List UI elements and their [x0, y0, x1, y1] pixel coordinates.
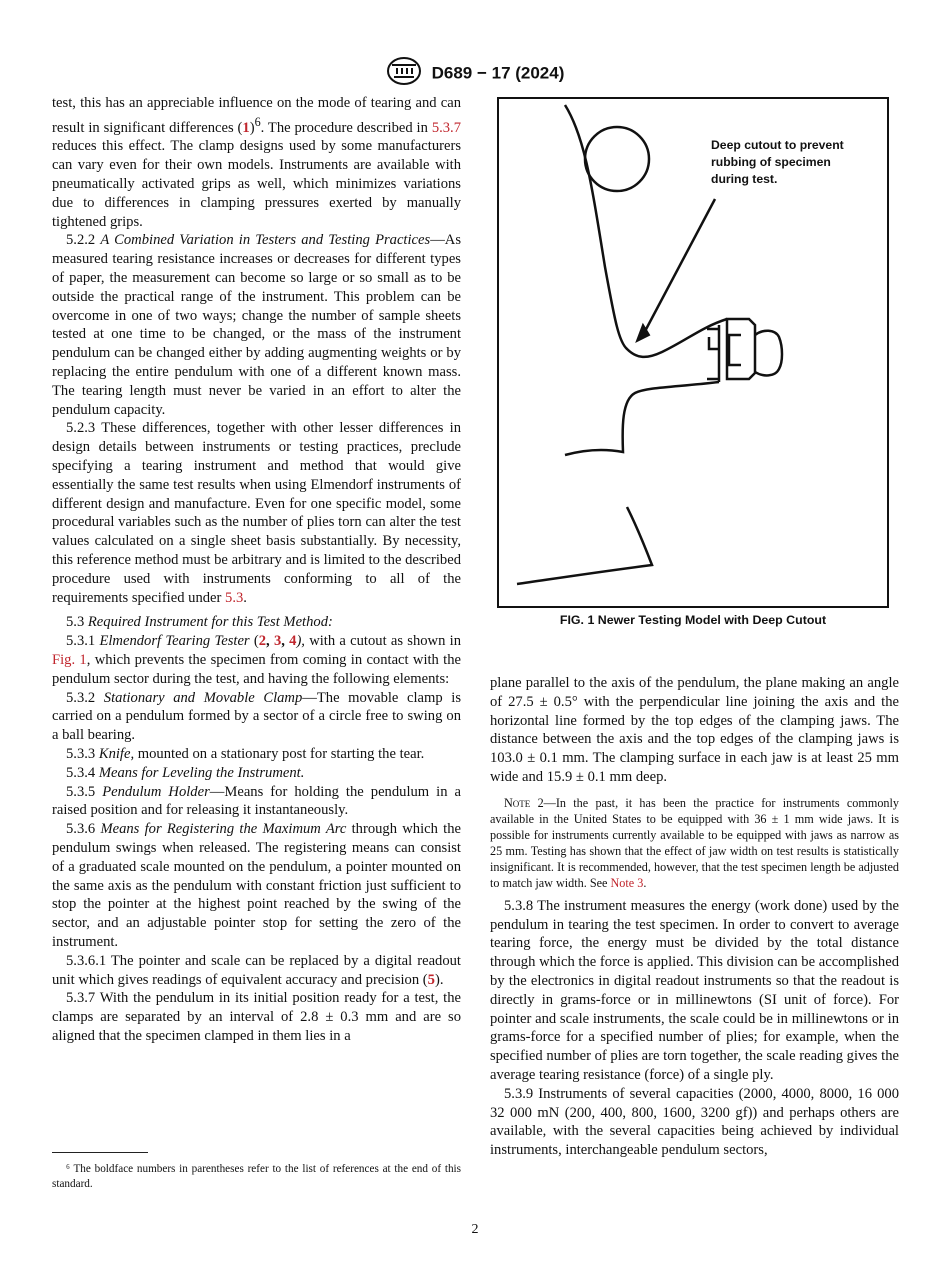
paragraph-5-3-9: 5.3.9 Instruments of several capacities (2000, 4000, 8000, 16 000 32 000 mN (200, 400, 800, 1600, 3200 gf)) and perhaps others are available, with the several capacities being achieved by individual instruments, interchangeable pendulum sectors, — [490, 1085, 899, 1159]
figure-1-pendulum-drawing — [497, 97, 889, 608]
paragraph-5-3-2: 5.3.2 Stationary and Movable Clamp—The movable clamp is carried on a pendulum formed by a sector of a circle free to swing on a ball bearing. — [52, 689, 462, 744]
paragraph-5-3-3: 5.3.3 Knife, mounted on a stationary post for starting the tear. — [66, 745, 425, 762]
section-link-5-3-7[interactable]: 5.3.7 — [431, 119, 461, 136]
footnote-marker-6: 6 — [254, 114, 261, 129]
reference-link-2[interactable]: 2 — [258, 633, 267, 650]
reference-link-4[interactable]: 4 — [289, 633, 297, 650]
paragraph-5-3-1: 5.3.1 Elmendorf Tearing Tester (2, 3, 4), with a cutout as shown in Fig. 1, which prevents the specimen from coming in contact with the pendulum sector during the test, and having the following elements: — [52, 633, 462, 687]
paragraph-5-3-6: 5.3.6 Means for Registering the Maximum Arc through which the pendulum swings when released. The registering means can consist of a graduated scale mounted on the pendulum, a pointer mounted on the same axis as the pendulum with constant friction just sufficient to stop the pointer at the highest point reached by the swing of the sector, and an adjustable pointer stop for setting the zero of the instrument. — [52, 821, 461, 950]
reference-link-3[interactable]: 3 — [273, 633, 282, 650]
figure-caption: FIG. 1 Newer Testing Model with Deep Cutout — [559, 613, 827, 627]
figure-link-1[interactable]: Fig. 1 — [52, 651, 87, 668]
note-2: Note 2—In the past, it has been the practice for instruments commonly available in the United States to be equipped with 36 ± 1 mm wide jaws. It is possible for instruments currently available to be equipped with jaws as narrow as 25 mm. Testing has shown that the effect of jaw width on test results is statistically insignificant. It is recommended, however, that the test specimen length be adjusted to match jaw width. See Note 3. — [490, 795, 899, 890]
paragraph-5-3-7: 5.3.7 With the pendulum in its initial position ready for a test, the clamps are separated by an interval of 2.8 ± 0.3 mm and are so aligned that the specimen clamped in them lies in a — [52, 990, 461, 1044]
section-link-5-3[interactable]: 5.3 — [225, 589, 244, 606]
footnote-divider — [52, 1152, 148, 1153]
document-designation: D689 − 17 (2024) — [431, 63, 565, 83]
paragraph-5-3-8: 5.3.8 The instrument measures the energy (work done) used by the pendulum in tearing the test specimen. In order to convert to average tearing force, the energy must be divided by the total distance through which the force is applied. This division can be accomplished by the electronics in digital readout instruments so that the readout is directly in grams-force or in millinewtons (SI unit of force). For pointer and scale instruments, the scale could be in millinewtons or in grams-force for a specified number of plies; for example, when the specified number of plies are torn together, the scale reading gives the average tearing resistance (force) of a single ply. — [490, 897, 899, 1083]
paragraph-clamp-geometry: plane parallel to the axis of the pendulum, the plane making an angle of 27.5 ± 0.5° with the perpendicular line joining the axis and the horizontal line formed by the top edges of the clamping jaws. The distance between the axis and the top edges of the clamping jaws is 103.0 ± 0.1 mm. The clamping surface in each jaw is at least 25 mm wide and 15.9 ± 0.1 mm deep. — [490, 675, 899, 785]
paragraph-5-3-5: 5.3.5 Pendulum Holder—Means for holding the pendulum in a raised position and for releasing it instantaneously. — [52, 783, 462, 819]
page-header — [0, 56, 950, 91]
paragraph-5-3-6-1: 5.3.6.1 The pointer and scale can be replaced by a digital readout unit which gives readings of equivalent accuracy and precision (5). — [52, 952, 461, 988]
astm-logo-icon — [386, 56, 422, 91]
right-column — [490, 674, 899, 1160]
paragraph-5-3-4: 5.3.4 Means for Leveling the Instrument. — [66, 764, 305, 781]
paragraph-clamp-designs: test, this has an appreciable influence on the mode of tearing and can result in significant differences $(1)^6$. The procedure described in 5.3.7 reduces this effect. The clamp designs used by some manufacturers can vary even for their own models. Instruments are available with pneumatically activated grips as well, which minimizes variations due to differences in clamping pressures exerted by manually tightened grips. — [52, 95, 461, 230]
paragraph-5-2-2: 5.2.2 A Combined Variation in Testers and Testing Practices—As measured tearing resistance increases or decreases for different types of paper, the measurement can become so large or so small as to be outside the practical range of the instrument. This problem can be overcome in one of two ways; change the number of sample sheets tested at one time to be changed, or the mass of the instrument pendulum can be changed either by adding augmenting weights or by replacing the entire pendulum with one of a different known mass. The tearing length must never be varied in an effort to alter the pendulum capacity. — [52, 232, 461, 418]
reference-link-5[interactable]: 5 — [427, 971, 435, 988]
page-number: 2 — [471, 1222, 479, 1237]
footnote: ⁶ The boldface numbers in parentheses refer to the list of references at the end of this standard. — [52, 1163, 461, 1190]
note-link-3[interactable]: Note 3 — [610, 875, 644, 890]
figure-callout: Deep cutout to prevent rubbing of specimen during test. — [711, 138, 844, 186]
left-column — [52, 94, 461, 1046]
reference-link-1[interactable]: 1 — [242, 119, 250, 136]
paragraph-5-3: 5.3 Required Instrument for this Test Method: — [66, 614, 333, 631]
paragraph-5-2-3: 5.2.3 These differences, together with other lesser differences in design details between instruments or testing practices, preclude specifying a tearing instrument and method that would give essentially the same test results when using Elmendorf instruments of different design and manufacture. Even for one specific model, some procedural variables such as the number of plies torn can alter the test values calculated on a single sheet basis substantially. By necessity, this reference method must be arbitrary and is limited to the described procedure used with instruments conforming to all of the requirements specified under 5.3. — [52, 420, 461, 606]
